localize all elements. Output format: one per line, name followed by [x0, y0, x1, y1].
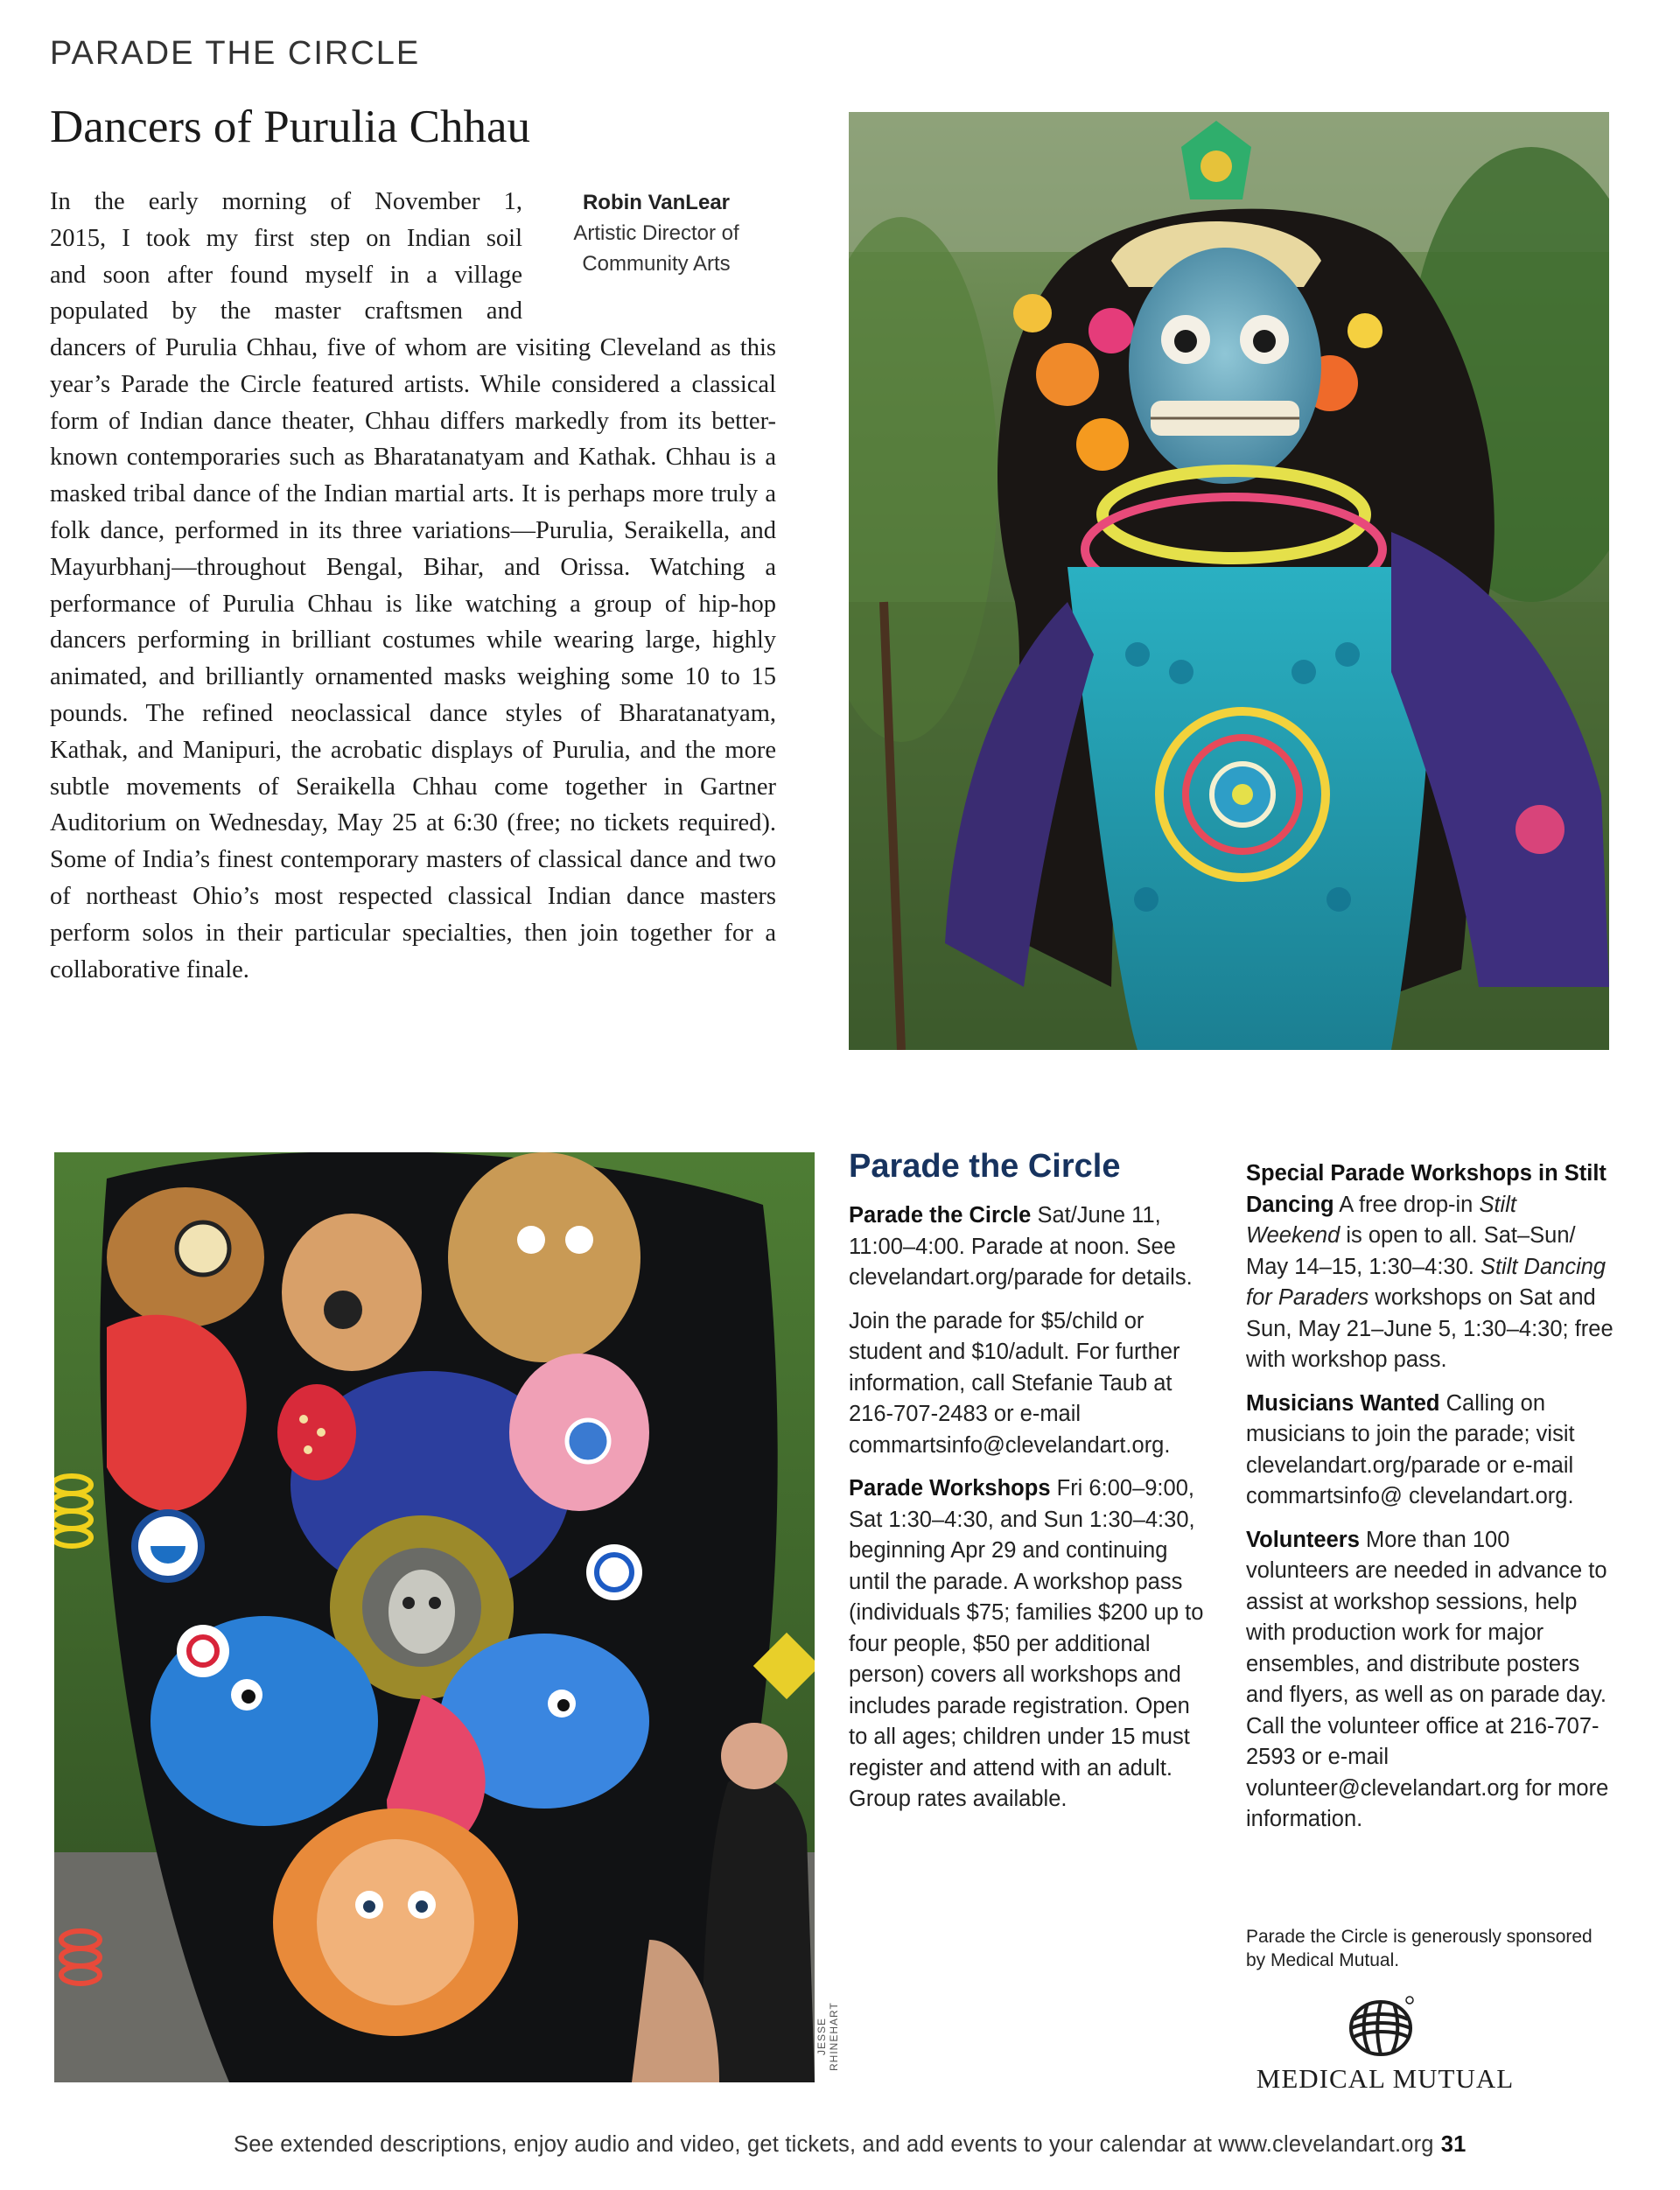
stilt-dancing-for-paraders: Stilt Dancing for Paraders [1246, 1254, 1606, 1310]
volunteers-paragraph [1246, 1525, 1614, 1836]
author-role-line-1: Artistic Director of [573, 221, 739, 245]
pricing-paragraph: Join the parade for $5/child or student and $10/adult. For further information, call Stefanie Taub at 216-707-2483 or e-mail commartsinfo@clevelandart.org. [849, 1308, 1180, 1458]
page-footer [234, 2132, 1625, 2158]
footer-text: See extended descriptions, enjoy audio and video, get tickets, and add events to your calendar at www.clevelandart.org [234, 2132, 1434, 2157]
sidebar-heading: Parade the Circle [849, 1148, 1121, 1185]
musicians-paragraph [1246, 1389, 1614, 1513]
section-label: PARADE THE CIRCLE [50, 35, 421, 72]
intro-line: In the early morning of November 1, [50, 188, 522, 215]
article-intro [50, 184, 522, 330]
stilt-heading: Special Parade Workshops in Stilt Dancing [1246, 1161, 1606, 1217]
stilt-weekend: Stilt Weekend [1246, 1192, 1516, 1248]
sponsor-note: Parade the Circle is generously sponsored by Medical Mutual. [1246, 1927, 1592, 1970]
sidebar-column-2 [1246, 1158, 1614, 1848]
event-paragraph [849, 1200, 1212, 1294]
volunteers-heading: Volunteers [1246, 1527, 1360, 1552]
stilt-text: is open to all. Sat–Sun/ May 14–15, 1:30–4:30. [1246, 1223, 1576, 1279]
event-text: Sat/June 11, 11:00–4:00. Parade at noon. See clevelandart.org/parade for details. [849, 1203, 1193, 1290]
medical-mutual-logo-icon [1341, 1993, 1420, 2061]
author-role-line-2: Community Arts [582, 252, 731, 276]
author-name: Robin VanLear [582, 191, 731, 214]
intro-line: 2015, I took my first step on Indian soil [50, 224, 522, 252]
article-body: dancers of Purulia Chhau, five of whom are visiting Cleveland as this year’s Parade the Circle featured artists. While considered a classical form of Indian dance theater, Chhau differs markedly from its better-known contemporaries such as Bharatanatyam and Kathak. Chhau is a masked tribal dance of the Indian martial arts. It is perhaps more truly a folk dance, performed in its three variations—Purulia, Seraikella, and Mayurbhanj—throughout Bengal, Bihar, and Orissa. Watching a performance of Purulia Chhau is like watching a group of hip-hop dancers performing in brilliant costumes while wearing large, highly animated, and brilliantly ornamented masks weighing some 10 to 15 pounds. The refined neoclassical dance styles of Bharatanatyam, Kathak, and Manipuri, the acrobatic displays of Purulia, and the more subtle movements of Seraikella Chhau come together in Gartner Auditorium on Wednesday, May 25 at 6:30 (free; no tickets required). Some of India’s finest contemporary masters of classical dance and two of northeast Ohio’s most respected classical Indian dance masters perform solos in their particular specialties, then join together for a collaborative finale. [50, 334, 776, 983]
musicians-heading: Musicians Wanted [1246, 1390, 1440, 1416]
stilt-paragraph [1246, 1158, 1614, 1376]
photo-credit: JESSE RHINEHART [816, 2002, 840, 2071]
article-title: Dancers of Purulia Chhau [50, 101, 530, 152]
workshops-text: Fri 6:00–9:00, Sat 1:30–4:30, and Sun 1:30–4:30, beginning Apr 29 and continuing until the parade. A workshop pass (individuals $75; families $200 up to four people, $50 per additional person) covers all workshops and includes parade registration. Open to all ages; children under 15 must register and attend with an adult. Group rates available. [849, 1476, 1204, 1811]
workshops-paragraph [849, 1473, 1212, 1816]
intro-line: and soon after found myself in a village [50, 261, 522, 289]
page-number: 31 [1440, 2132, 1466, 2157]
event-heading: Parade the Circle [849, 1203, 1032, 1228]
stilt-text: A free drop-in [1334, 1192, 1480, 1217]
byline [525, 187, 788, 279]
medical-mutual-logo [1245, 1993, 1525, 2094]
sidebar-column-1 [849, 1200, 1212, 1828]
chhau-dancer-photo [849, 112, 1609, 1050]
volunteers-text: More than 100 volunteers are needed in advance to assist at workshop sessions, help with production work for major ensembles, and distribute posters and flyers, as well as on parade day. Call the volunteer office at 216-707-2593 or e-mail volunteer@clevelandart.org for more information. [1246, 1527, 1609, 1831]
musicians-text: Calling on musicians to join the parade; visit clevelandart.org/parade or e-mail commartsinfo@ clevelandart.org. [1246, 1390, 1575, 1508]
intro-line: populated by the master craftsmen and [50, 297, 522, 325]
stilt-text: workshops on Sat and Sun, May 21–June 5, 1:30–4:30; free with workshop pass. [1246, 1285, 1614, 1372]
medical-mutual-wordmark: MEDICAL MUTUAL [1256, 2063, 1515, 2094]
workshops-heading: Parade Workshops [849, 1476, 1051, 1501]
parade-float-photo [54, 1152, 815, 2082]
